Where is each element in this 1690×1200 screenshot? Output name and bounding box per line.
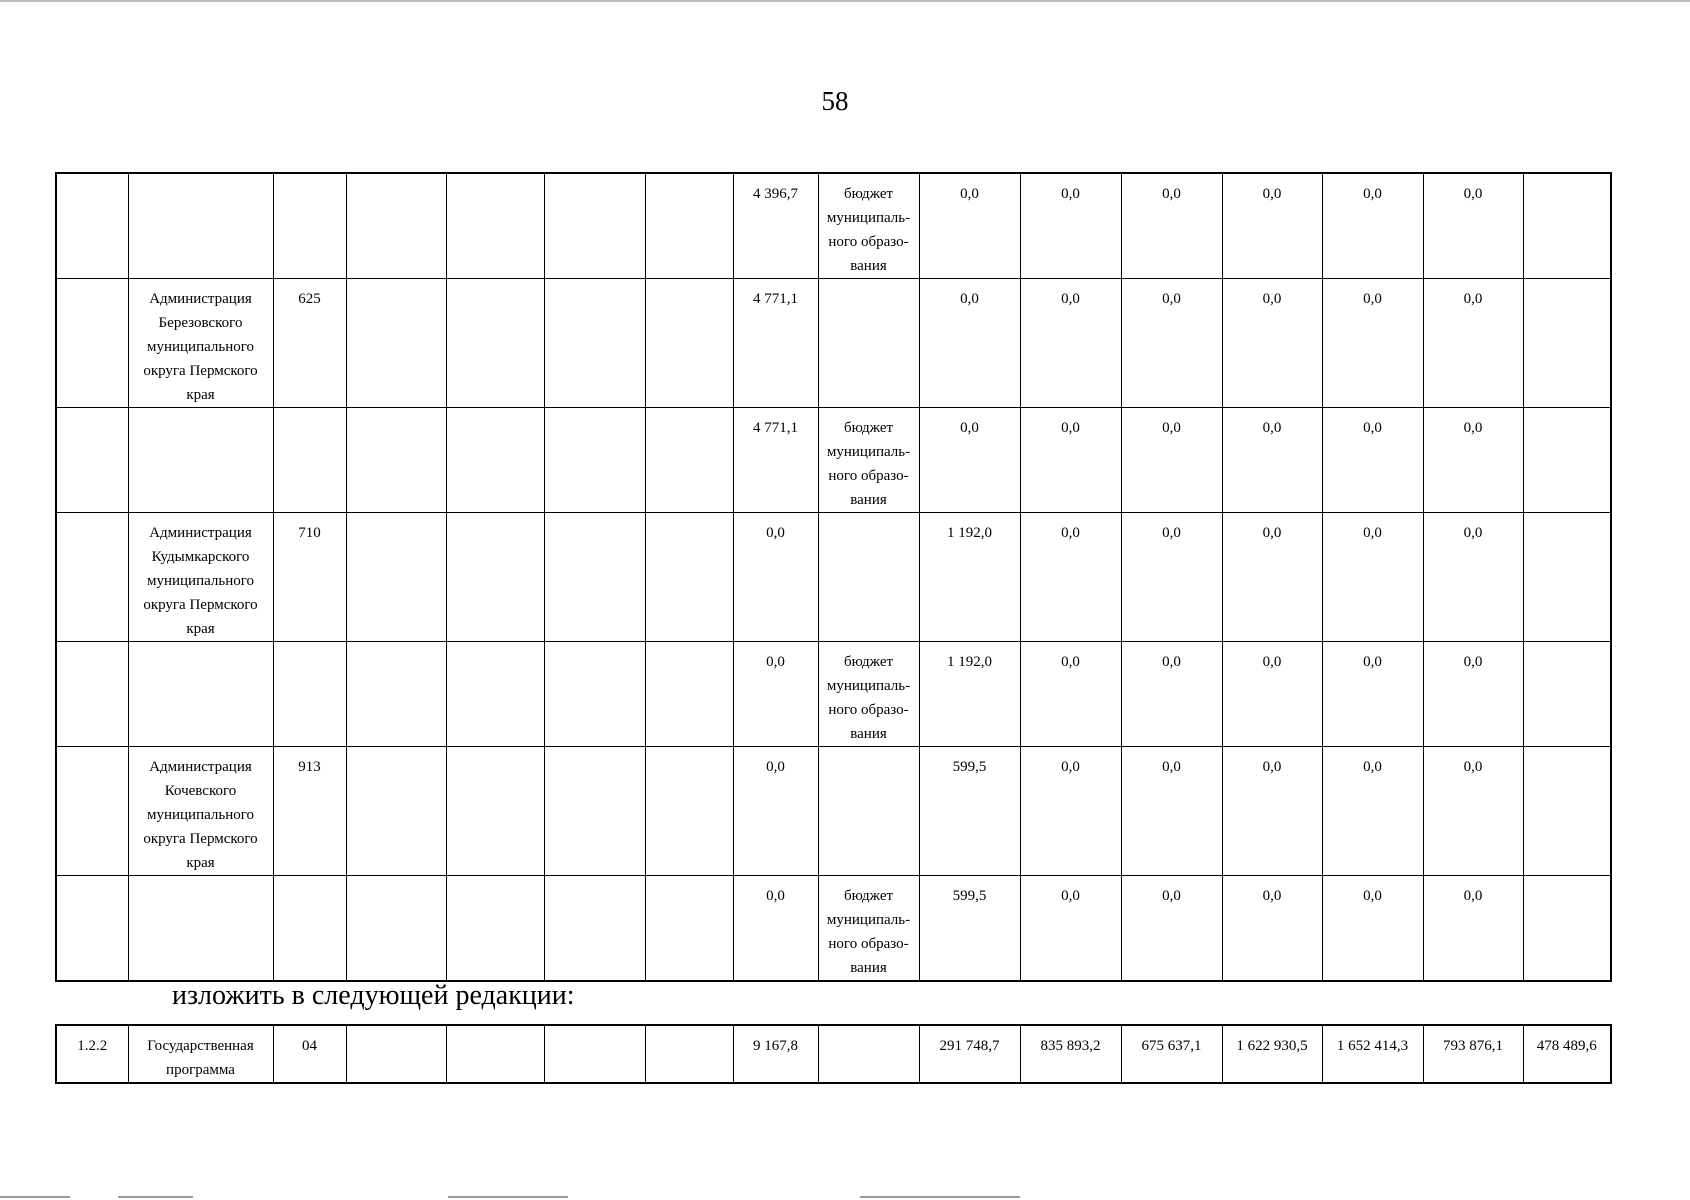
cell-empty <box>56 279 128 408</box>
cell-amount: 0,0 <box>733 876 818 982</box>
cell-empty <box>1523 747 1611 876</box>
cell-program-name: Государственная программа <box>128 1025 273 1083</box>
cell-empty <box>128 173 273 279</box>
budget-table <box>55 172 1612 982</box>
cell-empty <box>446 1025 544 1083</box>
cell-value: 0,0 <box>1020 513 1121 642</box>
cell-value: 0,0 <box>1423 642 1523 747</box>
cell-value: 0,0 <box>1020 279 1121 408</box>
cell-empty <box>1523 513 1611 642</box>
cell-empty <box>544 1025 645 1083</box>
cell-value: 0,0 <box>1423 876 1523 982</box>
scan-edge-mark <box>860 1196 1020 1198</box>
cell-empty <box>56 513 128 642</box>
cell-value: 0,0 <box>1423 279 1523 408</box>
cell-empty <box>446 279 544 408</box>
cell-value: 1 652 414,3 <box>1322 1025 1423 1083</box>
cell-empty <box>544 513 645 642</box>
org-row <box>56 279 1611 408</box>
page-top-edge <box>0 0 1690 2</box>
cell-empty <box>818 279 919 408</box>
cell-empty <box>818 747 919 876</box>
cell-value: 0,0 <box>1322 408 1423 513</box>
cell-empty <box>645 408 733 513</box>
cell-empty <box>346 408 446 513</box>
cell-value: 0,0 <box>1121 747 1222 876</box>
cell-empty <box>56 747 128 876</box>
cell-empty <box>645 513 733 642</box>
cell-empty <box>446 513 544 642</box>
cell-value: 0,0 <box>1121 642 1222 747</box>
cell-value: 0,0 <box>1020 876 1121 982</box>
cell-value: 0,0 <box>1322 876 1423 982</box>
cell-empty <box>446 642 544 747</box>
cell-empty <box>346 279 446 408</box>
cell-empty <box>645 279 733 408</box>
amended-table <box>55 1024 1612 1084</box>
cell-value: 291 748,7 <box>919 1025 1020 1083</box>
cell-amount: 4 771,1 <box>733 408 818 513</box>
cell-empty <box>1523 876 1611 982</box>
cell-value: 1 192,0 <box>919 513 1020 642</box>
cell-empty <box>346 876 446 982</box>
cell-empty <box>273 876 346 982</box>
scan-edge-mark <box>0 1196 70 1198</box>
cell-amount: 4 396,7 <box>733 173 818 279</box>
cell-empty <box>56 173 128 279</box>
cell-empty <box>645 642 733 747</box>
cell-empty <box>346 173 446 279</box>
cell-empty <box>273 642 346 747</box>
cell-funding-source: бюджет муниципаль-ного образо-вания <box>818 642 919 747</box>
amended-table-row <box>56 1025 1611 1083</box>
cell-empty <box>645 1025 733 1083</box>
cell-amount: 0,0 <box>733 513 818 642</box>
cell-empty <box>128 408 273 513</box>
cell-value: 0,0 <box>919 173 1020 279</box>
budget-table-body <box>56 173 1611 981</box>
cell-empty <box>446 876 544 982</box>
cell-empty <box>273 408 346 513</box>
cell-empty <box>1523 173 1611 279</box>
cell-value: 1 192,0 <box>919 642 1020 747</box>
cell-empty <box>1523 408 1611 513</box>
cell-empty <box>446 173 544 279</box>
cell-value: 0,0 <box>1222 642 1322 747</box>
cell-empty <box>544 279 645 408</box>
cell-value: 0,0 <box>1020 747 1121 876</box>
cell-value: 0,0 <box>1322 279 1423 408</box>
funding-source-row <box>56 876 1611 982</box>
cell-value: 0,0 <box>1222 408 1322 513</box>
cell-empty <box>346 642 446 747</box>
cell-empty <box>56 642 128 747</box>
cell-value: 0,0 <box>1423 747 1523 876</box>
funding-source-row <box>56 642 1611 747</box>
cell-empty <box>446 747 544 876</box>
cell-empty <box>1523 279 1611 408</box>
cell-empty <box>346 747 446 876</box>
cell-empty <box>818 513 919 642</box>
cell-value: 0,0 <box>1020 173 1121 279</box>
cell-empty <box>645 876 733 982</box>
funding-source-row <box>56 173 1611 279</box>
cell-value: 675 637,1 <box>1121 1025 1222 1083</box>
cell-value: 0,0 <box>1222 876 1322 982</box>
cell-value: 0,0 <box>1121 408 1222 513</box>
cell-value: 599,5 <box>919 876 1020 982</box>
cell-value: 0,0 <box>1322 642 1423 747</box>
cell-value: 0,0 <box>1322 747 1423 876</box>
cell-value: 0,0 <box>1423 408 1523 513</box>
cell-amount: 0,0 <box>733 642 818 747</box>
cell-amount: 9 167,8 <box>733 1025 818 1083</box>
cell-value: 0,0 <box>1121 876 1222 982</box>
cell-code: 04 <box>273 1025 346 1083</box>
cell-value: 0,0 <box>1121 513 1222 642</box>
cell-empty <box>544 747 645 876</box>
cell-value: 0,0 <box>919 279 1020 408</box>
cell-value: 0,0 <box>1322 173 1423 279</box>
cell-value: 0,0 <box>1222 279 1322 408</box>
cell-value: 0,0 <box>919 408 1020 513</box>
cell-amount: 4 771,1 <box>733 279 818 408</box>
cell-empty <box>273 173 346 279</box>
cell-value: 793 876,1 <box>1423 1025 1523 1083</box>
cell-row-number: 1.2.2 <box>56 1025 128 1083</box>
org-row <box>56 513 1611 642</box>
cell-value: 1 622 930,5 <box>1222 1025 1322 1083</box>
cell-organization: Администрация Кудымкарского муниципального округа Пермского края <box>128 513 273 642</box>
cell-empty <box>544 408 645 513</box>
cell-value: 599,5 <box>919 747 1020 876</box>
cell-organization: Администрация Кочевского муниципального округа Пермского края <box>128 747 273 876</box>
cell-empty <box>56 408 128 513</box>
cell-funding-source: бюджет муниципаль-ного образо-вания <box>818 173 919 279</box>
cell-value: 0,0 <box>1423 173 1523 279</box>
cell-amount: 0,0 <box>733 747 818 876</box>
cell-organization: Администрация Березовского муниципального округа Пермского края <box>128 279 273 408</box>
cell-empty <box>544 876 645 982</box>
page-number: 58 <box>821 86 849 116</box>
cell-empty <box>1523 642 1611 747</box>
scan-edge-mark <box>448 1196 568 1198</box>
cell-value: 0,0 <box>1020 408 1121 513</box>
amendment-intro-text: изложить в следующей редакции: <box>172 980 575 1011</box>
cell-value: 0,0 <box>1121 173 1222 279</box>
cell-empty <box>544 173 645 279</box>
cell-value: 835 893,2 <box>1020 1025 1121 1083</box>
cell-empty <box>56 876 128 982</box>
cell-code: 913 <box>273 747 346 876</box>
cell-value: 0,0 <box>1222 513 1322 642</box>
cell-empty <box>446 408 544 513</box>
cell-value: 478 489,6 <box>1523 1025 1611 1083</box>
cell-value: 0,0 <box>1121 279 1222 408</box>
cell-empty <box>645 747 733 876</box>
cell-empty <box>346 513 446 642</box>
cell-value: 0,0 <box>1020 642 1121 747</box>
cell-funding-source: бюджет муниципаль-ного образо-вания <box>818 408 919 513</box>
funding-source-row <box>56 408 1611 513</box>
cell-value: 0,0 <box>1322 513 1423 642</box>
cell-empty <box>544 642 645 747</box>
cell-funding-source: бюджет муниципаль-ного образо-вания <box>818 876 919 982</box>
cell-empty <box>645 173 733 279</box>
org-row <box>56 747 1611 876</box>
cell-value: 0,0 <box>1222 747 1322 876</box>
cell-code: 710 <box>273 513 346 642</box>
cell-empty <box>128 876 273 982</box>
cell-empty <box>346 1025 446 1083</box>
cell-empty <box>818 1025 919 1083</box>
scan-edge-mark <box>118 1196 193 1198</box>
cell-value: 0,0 <box>1423 513 1523 642</box>
cell-code: 625 <box>273 279 346 408</box>
cell-empty <box>128 642 273 747</box>
cell-value: 0,0 <box>1222 173 1322 279</box>
